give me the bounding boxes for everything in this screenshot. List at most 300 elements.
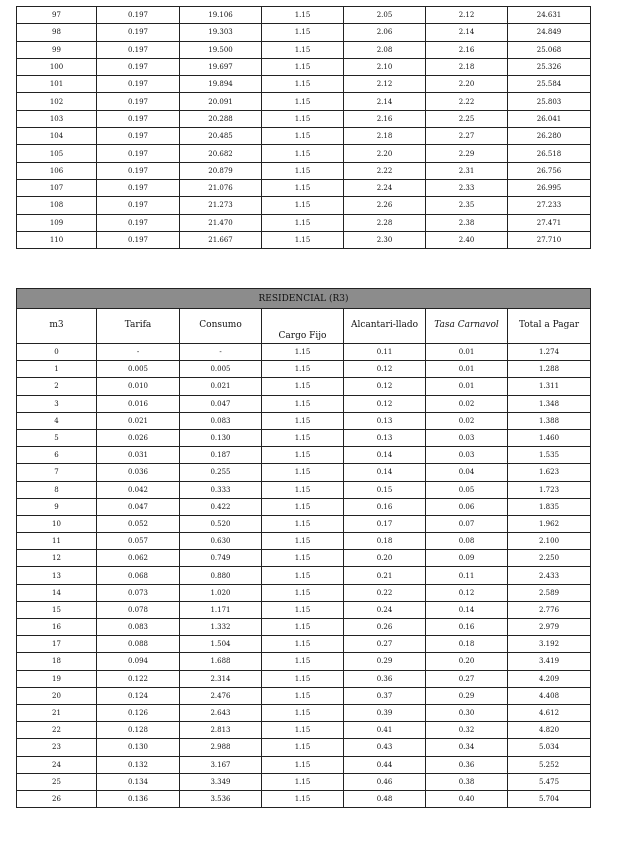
table-cell: 1.688 bbox=[180, 653, 262, 670]
table-cell: 18 bbox=[17, 653, 97, 670]
table-cell: - bbox=[97, 344, 180, 361]
table-cell: 105 bbox=[17, 145, 97, 162]
table-cell: 2.16 bbox=[344, 110, 426, 127]
table-row bbox=[17, 790, 591, 807]
table-row bbox=[17, 41, 591, 58]
table-cell: 1.15 bbox=[262, 447, 344, 464]
table-cell: 26.995 bbox=[508, 179, 591, 196]
table-cell: 108 bbox=[17, 197, 97, 214]
table-cell: 0.11 bbox=[426, 567, 508, 584]
table-row bbox=[17, 197, 591, 214]
table-cell: 0.44 bbox=[344, 756, 426, 773]
table-row bbox=[17, 481, 591, 498]
table-cell: 0.197 bbox=[97, 128, 180, 145]
table-cell: 16 bbox=[17, 619, 97, 636]
table-cell: 0.01 bbox=[426, 344, 508, 361]
table-cell: 2.22 bbox=[426, 93, 508, 110]
table-cell: 0.38 bbox=[426, 773, 508, 790]
table-cell: 25.803 bbox=[508, 93, 591, 110]
table-cell: 19.500 bbox=[180, 41, 262, 58]
table-cell: 0.031 bbox=[97, 447, 180, 464]
table-cell: 0.073 bbox=[97, 584, 180, 601]
table-cell: 1.15 bbox=[262, 7, 344, 24]
table-row bbox=[17, 231, 591, 248]
table-row bbox=[17, 533, 591, 550]
table-row bbox=[17, 344, 591, 361]
table-cell: 4.612 bbox=[508, 704, 591, 721]
table-row bbox=[17, 24, 591, 41]
table-cell: 106 bbox=[17, 162, 97, 179]
table-row bbox=[17, 670, 591, 687]
table-cell: 19.697 bbox=[180, 58, 262, 75]
table-cell: 3.536 bbox=[180, 790, 262, 807]
table-cell: 0.333 bbox=[180, 481, 262, 498]
table-row bbox=[17, 395, 591, 412]
table-cell: 0.34 bbox=[426, 739, 508, 756]
table-cell: 0.15 bbox=[344, 481, 426, 498]
table-cell: 11 bbox=[17, 533, 97, 550]
table-cell: 1.15 bbox=[262, 93, 344, 110]
table-cell: 0.021 bbox=[97, 412, 180, 429]
table-cell: 0.255 bbox=[180, 464, 262, 481]
table-cell: 24.631 bbox=[508, 7, 591, 24]
table-cell: 17 bbox=[17, 636, 97, 653]
table-cell: 1.15 bbox=[262, 722, 344, 739]
table-cell: 1.15 bbox=[262, 412, 344, 429]
table-cell: 0.46 bbox=[344, 773, 426, 790]
table-cell: 0.197 bbox=[97, 7, 180, 24]
table-cell: 2.18 bbox=[426, 58, 508, 75]
table-cell: 1.15 bbox=[262, 481, 344, 498]
table-cell: 1.15 bbox=[262, 567, 344, 584]
table-cell: 20 bbox=[17, 687, 97, 704]
table-cell: 21.273 bbox=[180, 197, 262, 214]
residencial-r3-table bbox=[16, 288, 591, 808]
table-cell: 0.122 bbox=[97, 670, 180, 687]
table-cell: 0.197 bbox=[97, 41, 180, 58]
table-cell: 1.171 bbox=[180, 601, 262, 618]
table-cell: 0.010 bbox=[97, 378, 180, 395]
table-cell: 1.15 bbox=[262, 739, 344, 756]
table-cell: 2.776 bbox=[508, 601, 591, 618]
table-cell: 0.14 bbox=[426, 601, 508, 618]
tariff-table-continued bbox=[16, 6, 591, 249]
table-row bbox=[17, 722, 591, 739]
table-row bbox=[17, 93, 591, 110]
table-row bbox=[17, 498, 591, 515]
table-cell: 0.13 bbox=[344, 429, 426, 446]
table-cell: 21.470 bbox=[180, 214, 262, 231]
table-cell: 5.704 bbox=[508, 790, 591, 807]
table-cell: 2.25 bbox=[426, 110, 508, 127]
table-cell: 2.30 bbox=[344, 231, 426, 248]
table-cell: 101 bbox=[17, 76, 97, 93]
table-cell: 23 bbox=[17, 739, 97, 756]
table-cell: 109 bbox=[17, 214, 97, 231]
table-cell: 1.274 bbox=[508, 344, 591, 361]
table-cell: 2.433 bbox=[508, 567, 591, 584]
table-cell: 2.813 bbox=[180, 722, 262, 739]
table-cell: 26 bbox=[17, 790, 97, 807]
table-cell: 0.32 bbox=[426, 722, 508, 739]
table-cell: 0.12 bbox=[344, 378, 426, 395]
table-cell: 0.197 bbox=[97, 162, 180, 179]
header-row bbox=[17, 309, 591, 344]
table-cell: 3.167 bbox=[180, 756, 262, 773]
tariff-table-body bbox=[17, 7, 591, 249]
header-alcantarillado: Alcantari-llado bbox=[344, 309, 426, 344]
table-cell: 21 bbox=[17, 704, 97, 721]
table-cell: 0.083 bbox=[97, 619, 180, 636]
table-cell: 0.062 bbox=[97, 550, 180, 567]
table-cell: 9 bbox=[17, 498, 97, 515]
table-cell: 25.584 bbox=[508, 76, 591, 93]
table-cell: 104 bbox=[17, 128, 97, 145]
table-cell: 0.005 bbox=[180, 361, 262, 378]
table-cell: 0.02 bbox=[426, 412, 508, 429]
header-m3: m3 bbox=[17, 309, 97, 344]
table-cell: 2.28 bbox=[344, 214, 426, 231]
table-cell: 2.988 bbox=[180, 739, 262, 756]
table-cell: 1.15 bbox=[262, 110, 344, 127]
table-row bbox=[17, 145, 591, 162]
table-cell: 2.31 bbox=[426, 162, 508, 179]
table-cell: 19.894 bbox=[180, 76, 262, 93]
table-row bbox=[17, 619, 591, 636]
table-cell: 1.15 bbox=[262, 756, 344, 773]
table-cell: 1.15 bbox=[262, 773, 344, 790]
table-cell: 1.15 bbox=[262, 378, 344, 395]
table-cell: 0.026 bbox=[97, 429, 180, 446]
table-row bbox=[17, 739, 591, 756]
table-cell: 0.30 bbox=[426, 704, 508, 721]
table-row bbox=[17, 447, 591, 464]
residencial-table-body bbox=[17, 344, 591, 808]
table-cell: 5 bbox=[17, 429, 97, 446]
table-cell: 4 bbox=[17, 412, 97, 429]
header-total-a-pagar: Total a Pagar bbox=[508, 309, 591, 344]
table-cell: 1.15 bbox=[262, 162, 344, 179]
table-cell: 2.16 bbox=[426, 41, 508, 58]
table-cell: 1.15 bbox=[262, 344, 344, 361]
table-cell: 0.130 bbox=[97, 739, 180, 756]
table-cell: 0.187 bbox=[180, 447, 262, 464]
table-cell: 1.348 bbox=[508, 395, 591, 412]
table-cell: 26.756 bbox=[508, 162, 591, 179]
table-cell: 0.27 bbox=[426, 670, 508, 687]
table-cell: 1.623 bbox=[508, 464, 591, 481]
table-title: RESIDENCIAL (R3) bbox=[17, 289, 591, 309]
table-cell: 0.422 bbox=[180, 498, 262, 515]
table-cell: 20.682 bbox=[180, 145, 262, 162]
table-row bbox=[17, 773, 591, 790]
table-cell: 19.106 bbox=[180, 7, 262, 24]
table-cell: 19.303 bbox=[180, 24, 262, 41]
table-cell: 24.849 bbox=[508, 24, 591, 41]
table-cell: 2.06 bbox=[344, 24, 426, 41]
table-cell: 27.710 bbox=[508, 231, 591, 248]
table-cell: 107 bbox=[17, 179, 97, 196]
table-cell: 26.280 bbox=[508, 128, 591, 145]
table-row bbox=[17, 7, 591, 24]
table-row bbox=[17, 515, 591, 532]
table-cell: 0.197 bbox=[97, 214, 180, 231]
table-cell: 0.24 bbox=[344, 601, 426, 618]
table-row bbox=[17, 704, 591, 721]
table-cell: 21.667 bbox=[180, 231, 262, 248]
table-cell: 0.128 bbox=[97, 722, 180, 739]
table-cell: 0.197 bbox=[97, 24, 180, 41]
table-cell: 2.35 bbox=[426, 197, 508, 214]
table-cell: 5.252 bbox=[508, 756, 591, 773]
table-cell: 1.15 bbox=[262, 653, 344, 670]
table-cell: 0.03 bbox=[426, 447, 508, 464]
table-row bbox=[17, 110, 591, 127]
table-row bbox=[17, 128, 591, 145]
table-cell: 0.40 bbox=[426, 790, 508, 807]
table-cell: 0.197 bbox=[97, 145, 180, 162]
table-cell: 0.197 bbox=[97, 76, 180, 93]
table-cell: 0.630 bbox=[180, 533, 262, 550]
table-cell: 15 bbox=[17, 601, 97, 618]
table-cell: 97 bbox=[17, 7, 97, 24]
table-cell: 1.15 bbox=[262, 704, 344, 721]
table-row bbox=[17, 567, 591, 584]
table-cell: 2.643 bbox=[180, 704, 262, 721]
table-cell: 2.27 bbox=[426, 128, 508, 145]
table-cell: 0.09 bbox=[426, 550, 508, 567]
table-cell: 1.15 bbox=[262, 515, 344, 532]
table-cell: 1.15 bbox=[262, 498, 344, 515]
table-cell: 3.192 bbox=[508, 636, 591, 653]
table-row bbox=[17, 584, 591, 601]
table-cell: 2.08 bbox=[344, 41, 426, 58]
table-cell: 0.21 bbox=[344, 567, 426, 584]
table-cell: 0.197 bbox=[97, 197, 180, 214]
table-cell: 2.12 bbox=[344, 76, 426, 93]
header-tasa-carnavol: Tasa Carnavol bbox=[426, 309, 508, 344]
table-cell: 0.27 bbox=[344, 636, 426, 653]
table-row bbox=[17, 76, 591, 93]
table-cell: 0.20 bbox=[344, 550, 426, 567]
table-cell: 12 bbox=[17, 550, 97, 567]
table-row bbox=[17, 214, 591, 231]
table-cell: 0.124 bbox=[97, 687, 180, 704]
table-cell: 26.518 bbox=[508, 145, 591, 162]
table-cell: 0.16 bbox=[344, 498, 426, 515]
header-cargo-fijo: Cargo Fijo bbox=[262, 309, 344, 344]
table-cell: 2.26 bbox=[344, 197, 426, 214]
table-cell: 1.15 bbox=[262, 395, 344, 412]
table-cell: 0.18 bbox=[426, 636, 508, 653]
table-cell: 0.197 bbox=[97, 93, 180, 110]
table-cell: 0.14 bbox=[344, 447, 426, 464]
table-cell: 2.29 bbox=[426, 145, 508, 162]
table-cell: 1.504 bbox=[180, 636, 262, 653]
table-cell: 1.288 bbox=[508, 361, 591, 378]
table-cell: 2.10 bbox=[344, 58, 426, 75]
table-row bbox=[17, 464, 591, 481]
table-cell: 0.134 bbox=[97, 773, 180, 790]
table-cell: 1 bbox=[17, 361, 97, 378]
table-cell: 1.460 bbox=[508, 429, 591, 446]
table-cell: 4.209 bbox=[508, 670, 591, 687]
table-cell: 1.15 bbox=[262, 670, 344, 687]
table-cell: 1.15 bbox=[262, 619, 344, 636]
table-cell: 103 bbox=[17, 110, 97, 127]
table-cell: 20.288 bbox=[180, 110, 262, 127]
table-cell: 5.475 bbox=[508, 773, 591, 790]
table-cell: 0.520 bbox=[180, 515, 262, 532]
table-cell: 2.38 bbox=[426, 214, 508, 231]
table-cell: 0.05 bbox=[426, 481, 508, 498]
table-cell: 0.047 bbox=[180, 395, 262, 412]
table-cell: 2.314 bbox=[180, 670, 262, 687]
table-cell: 0.126 bbox=[97, 704, 180, 721]
table-cell: 0.016 bbox=[97, 395, 180, 412]
table-cell: 98 bbox=[17, 24, 97, 41]
table-cell: 110 bbox=[17, 231, 97, 248]
table-cell: 1.388 bbox=[508, 412, 591, 429]
table-row bbox=[17, 179, 591, 196]
table-cell: 0.08 bbox=[426, 533, 508, 550]
table-cell: 0.11 bbox=[344, 344, 426, 361]
table-cell: 3.349 bbox=[180, 773, 262, 790]
table-title-row bbox=[17, 289, 591, 309]
table-cell: 0.130 bbox=[180, 429, 262, 446]
table-cell: - bbox=[180, 344, 262, 361]
table-cell: 10 bbox=[17, 515, 97, 532]
table-cell: 0.042 bbox=[97, 481, 180, 498]
table-cell: 0.06 bbox=[426, 498, 508, 515]
table-cell: 0.41 bbox=[344, 722, 426, 739]
table-cell: 0.749 bbox=[180, 550, 262, 567]
table-cell: 0.197 bbox=[97, 58, 180, 75]
table-cell: 2.250 bbox=[508, 550, 591, 567]
table-cell: 1.15 bbox=[262, 361, 344, 378]
table-cell: 0.132 bbox=[97, 756, 180, 773]
table-cell: 3.419 bbox=[508, 653, 591, 670]
table-row bbox=[17, 412, 591, 429]
table-row bbox=[17, 162, 591, 179]
table-cell: 99 bbox=[17, 41, 97, 58]
table-cell: 0.43 bbox=[344, 739, 426, 756]
table-cell: 1.723 bbox=[508, 481, 591, 498]
table-cell: 0.880 bbox=[180, 567, 262, 584]
table-cell: 1.15 bbox=[262, 179, 344, 196]
table-cell: 0.36 bbox=[344, 670, 426, 687]
table-cell: 2.33 bbox=[426, 179, 508, 196]
table-cell: 0.197 bbox=[97, 110, 180, 127]
table-cell: 1.535 bbox=[508, 447, 591, 464]
table-cell: 2.100 bbox=[508, 533, 591, 550]
table-cell: 0.12 bbox=[344, 361, 426, 378]
table-cell: 0.02 bbox=[426, 395, 508, 412]
table-cell: 4.408 bbox=[508, 687, 591, 704]
table-cell: 24 bbox=[17, 756, 97, 773]
table-cell: 0.094 bbox=[97, 653, 180, 670]
table-row bbox=[17, 687, 591, 704]
table-cell: 0.12 bbox=[426, 584, 508, 601]
table-row bbox=[17, 378, 591, 395]
table-cell: 0.021 bbox=[180, 378, 262, 395]
table-cell: 3 bbox=[17, 395, 97, 412]
table-cell: 20.879 bbox=[180, 162, 262, 179]
table-cell: 1.15 bbox=[262, 76, 344, 93]
table-cell: 25.068 bbox=[508, 41, 591, 58]
table-cell: 2.20 bbox=[344, 145, 426, 162]
table-cell: 2.24 bbox=[344, 179, 426, 196]
table-cell: 1.15 bbox=[262, 145, 344, 162]
table-cell: 1.15 bbox=[262, 214, 344, 231]
table-cell: 2.589 bbox=[508, 584, 591, 601]
table-cell: 21.076 bbox=[180, 179, 262, 196]
table-cell: 25.326 bbox=[508, 58, 591, 75]
table-row bbox=[17, 756, 591, 773]
table-cell: 0.39 bbox=[344, 704, 426, 721]
table-cell: 1.962 bbox=[508, 515, 591, 532]
table-cell: 102 bbox=[17, 93, 97, 110]
table-cell: 1.15 bbox=[262, 429, 344, 446]
table-cell: 0.17 bbox=[344, 515, 426, 532]
table-row bbox=[17, 601, 591, 618]
table-cell: 2.05 bbox=[344, 7, 426, 24]
table-cell: 25 bbox=[17, 773, 97, 790]
table-cell: 0.13 bbox=[344, 412, 426, 429]
table-cell: 1.15 bbox=[262, 128, 344, 145]
table-cell: 0.29 bbox=[344, 653, 426, 670]
table-cell: 19 bbox=[17, 670, 97, 687]
table-cell: 0.07 bbox=[426, 515, 508, 532]
table-row bbox=[17, 429, 591, 446]
table-cell: 0.078 bbox=[97, 601, 180, 618]
header-tarifa: Tarifa bbox=[97, 309, 180, 344]
table-row bbox=[17, 361, 591, 378]
table-cell: 1.15 bbox=[262, 197, 344, 214]
table-cell: 0 bbox=[17, 344, 97, 361]
table-cell: 1.835 bbox=[508, 498, 591, 515]
table-cell: 2.14 bbox=[344, 93, 426, 110]
table-cell: 1.15 bbox=[262, 687, 344, 704]
table-row bbox=[17, 58, 591, 75]
table-cell: 0.057 bbox=[97, 533, 180, 550]
table-cell: 5.034 bbox=[508, 739, 591, 756]
table-cell: 0.088 bbox=[97, 636, 180, 653]
table-cell: 1.020 bbox=[180, 584, 262, 601]
table-cell: 0.01 bbox=[426, 378, 508, 395]
table-cell: 0.197 bbox=[97, 179, 180, 196]
table-cell: 7 bbox=[17, 464, 97, 481]
table-cell: 8 bbox=[17, 481, 97, 498]
header-consumo: Consumo bbox=[180, 309, 262, 344]
table-cell: 0.047 bbox=[97, 498, 180, 515]
table-cell: 0.197 bbox=[97, 231, 180, 248]
table-cell: 2.20 bbox=[426, 76, 508, 93]
table-cell: 1.15 bbox=[262, 24, 344, 41]
table-cell: 0.16 bbox=[426, 619, 508, 636]
table-cell: 2.12 bbox=[426, 7, 508, 24]
table-cell: 0.14 bbox=[344, 464, 426, 481]
table-cell: 2.476 bbox=[180, 687, 262, 704]
table-cell: 13 bbox=[17, 567, 97, 584]
table-cell: 0.036 bbox=[97, 464, 180, 481]
table-cell: 1.15 bbox=[262, 550, 344, 567]
table-cell: 0.22 bbox=[344, 584, 426, 601]
table-cell: 0.068 bbox=[97, 567, 180, 584]
table-cell: 1.15 bbox=[262, 636, 344, 653]
table-cell: 0.18 bbox=[344, 533, 426, 550]
table-cell: 1.332 bbox=[180, 619, 262, 636]
